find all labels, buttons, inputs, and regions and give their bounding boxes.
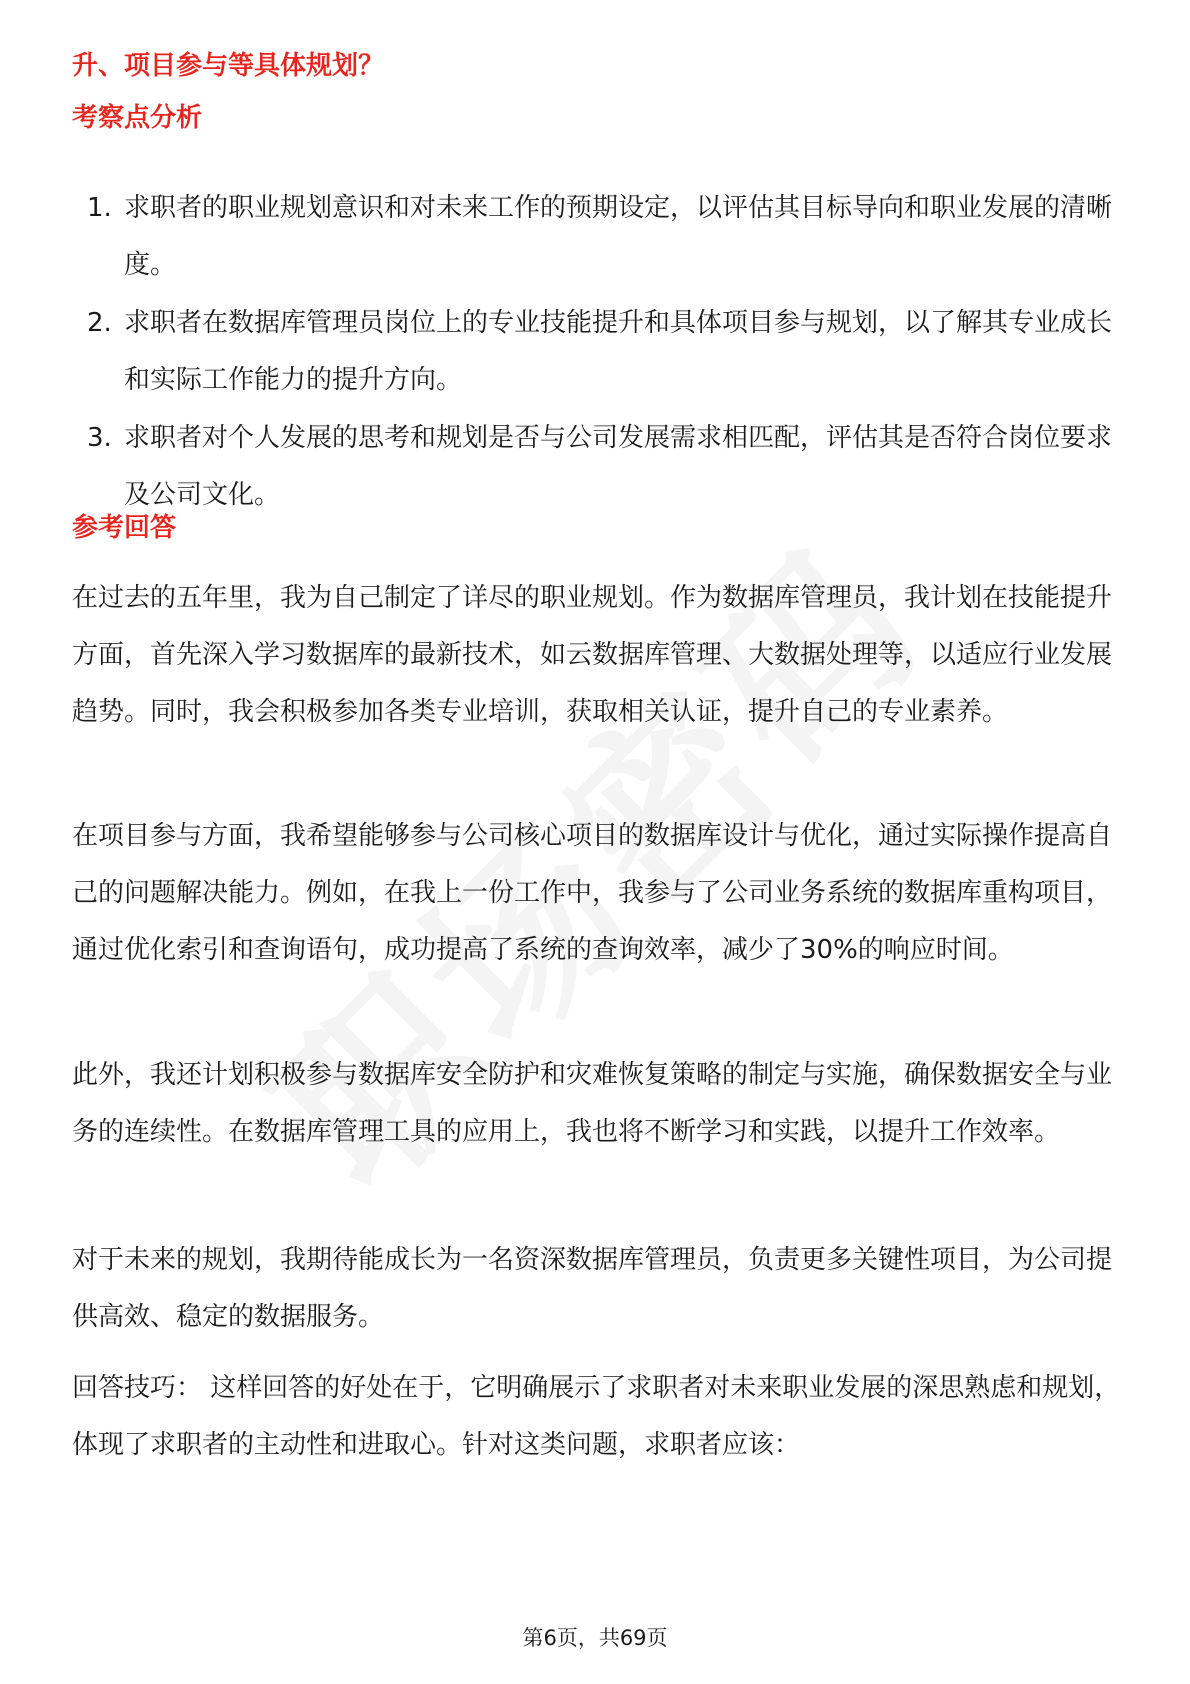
answer-paragraph: 此外，我还计划积极参与数据库安全防护和灾难恢复策略的制定与实施，确保数据安全与业务的连续性。在数据库管理工具的应用上，我也将不断学习和实践，以提升工作效率。 [72,1060,1113,1147]
list-item-number: 3. [87,423,112,453]
answer-paragraph: 对于未来的规划，我期待能成长为一名资深数据库管理员，负责更多关键性项目，为公司提供高效、稳定的数据服务。 [72,1245,1113,1332]
list-item-text: 求职者的职业规划意识和对未来工作的预期设定，以评估其目标导向和职业发展的清晰度。 [124,193,1113,280]
analysis-heading: 考察点分析 [72,103,203,133]
page-number: 第6页，共69页 [522,1626,668,1650]
list-item [72,180,1122,294]
question-title-continued: 升、项目参与等具体规划？ [72,51,385,81]
list-item [72,295,1122,409]
list-item-text: 求职者在数据库管理员岗位上的专业技能提升和具体项目参与规划，以了解其专业成长和实际工作能力的提升方向。 [124,308,1113,395]
answer-paragraph: 在项目参与方面，我希望能够参与公司核心项目的数据库设计与优化，通过实际操作提高自己的问题解决能力。例如，在我上一份工作中，我参与了公司业务系统的数据库重构项目，通过优化索引和查询语句，成功提高了系统的查询效率，减少了30%的响应时间。 [72,821,1113,965]
list-item-text: 求职者对个人发展的思考和规划是否与公司发展需求相匹配，评估其是否符合岗位要求及公司文化。 [124,423,1113,510]
list-item-number: 1. [87,193,112,223]
answer-paragraph: 在过去的五年里，我为自己制定了详尽的职业规划。作为数据库管理员，我计划在技能提升方面，首先深入学习数据库的最新技术，如云数据库管理、大数据处理等，以适应行业发展趋势。同时，我会积极参加各类专业培训，获取相关认证，提升自己的专业素养。 [72,583,1113,727]
answer-heading: 参考回答 [72,513,177,543]
list-item [72,410,1122,524]
analysis-list [72,180,1122,525]
answer-tips-paragraph: 回答技巧： 这样回答的好处在于，它明确展示了求职者对未来职业发展的深思熟虑和规划，体现了求职者的主动性和进取心。针对这类问题，求职者应该： [72,1373,1121,1460]
list-item-number: 2. [87,308,112,338]
